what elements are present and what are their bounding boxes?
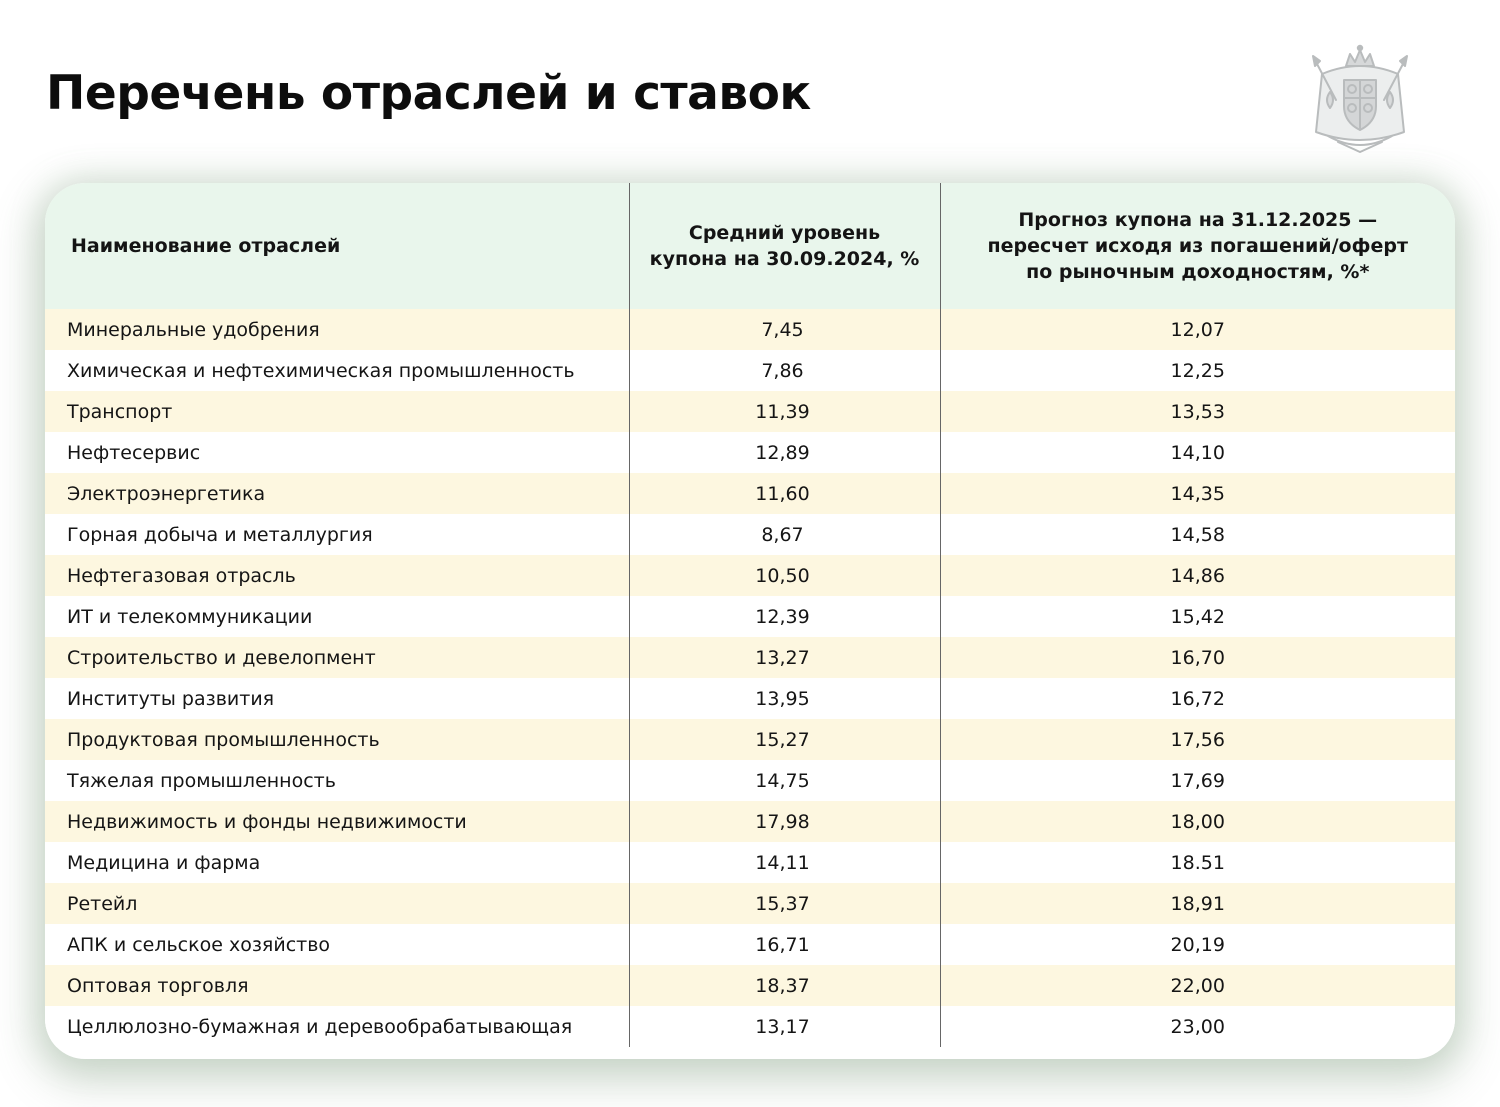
header-forecast-line: пересчет исходя из погашений/оферт: [987, 235, 1408, 257]
table-row: [45, 842, 1455, 883]
header-forecast-line: Прогноз купона на 31.12.2025 —: [1018, 209, 1378, 231]
forecast-coupon-cell: 20,19: [940, 924, 1455, 965]
forecast-coupon-cell: 18,91: [940, 883, 1455, 924]
avg-coupon-cell: 11,60: [629, 473, 940, 514]
avg-coupon-cell: 13,27: [629, 637, 940, 678]
avg-coupon-cell: 15,27: [629, 719, 940, 760]
forecast-coupon-cell: 17,69: [940, 760, 1455, 801]
table-row: [45, 801, 1455, 842]
avg-coupon-cell: 15,37: [629, 883, 940, 924]
header-forecast-line: по рыночным доходностям, %*: [1026, 261, 1370, 283]
industry-rates-table-card: [45, 183, 1455, 1059]
table-row: [45, 596, 1455, 637]
header-forecast-coupon: [940, 183, 1455, 309]
avg-coupon-cell: 10,50: [629, 555, 940, 596]
header-avg-coupon: [629, 183, 940, 309]
table-row: [45, 965, 1455, 1006]
avg-coupon-cell: 13,17: [629, 1006, 940, 1047]
table-row: [45, 719, 1455, 760]
avg-coupon-cell: 7,86: [629, 350, 940, 391]
forecast-coupon-cell: 15,42: [940, 596, 1455, 637]
avg-coupon-cell: 8,67: [629, 514, 940, 555]
industry-name-cell: Нефтесервис: [67, 441, 201, 464]
avg-coupon-cell: 16,71: [629, 924, 940, 965]
table-row: [45, 473, 1455, 514]
forecast-coupon-cell: 18,00: [940, 801, 1455, 842]
industry-name-cell: Ретейл: [67, 892, 138, 915]
industry-name-cell: Нефтегазовая отрасль: [67, 564, 296, 587]
table-row: [45, 637, 1455, 678]
forecast-coupon-cell: 14,86: [940, 555, 1455, 596]
industry-name-cell: Строительство и девелопмент: [67, 646, 376, 669]
industry-name-cell: Горная добыча и металлургия: [67, 523, 373, 546]
avg-coupon-cell: 11,39: [629, 391, 940, 432]
forecast-coupon-cell: 23,00: [940, 1006, 1455, 1047]
industry-name-cell: АПК и сельское хозяйство: [67, 933, 331, 956]
industry-name-cell: ИТ и телекоммуникации: [67, 605, 313, 628]
forecast-coupon-cell: 17,56: [940, 719, 1455, 760]
forecast-coupon-cell: 18.51: [940, 842, 1455, 883]
forecast-coupon-cell: 16,70: [940, 637, 1455, 678]
industry-name-cell: Оптовая торговля: [67, 974, 249, 997]
coat-of-arms-icon: [1308, 44, 1412, 156]
header-avg-coupon-line: Средний уровень: [688, 222, 881, 244]
industry-name-cell: Институты развития: [67, 687, 275, 710]
industry-name-cell: Тяжелая промышленность: [67, 769, 336, 792]
table-row: [45, 1006, 1455, 1047]
page-title: Перечень отраслей и ставок: [46, 66, 811, 121]
forecast-coupon-cell: 12,07: [940, 309, 1455, 350]
table-row: [45, 309, 1455, 350]
forecast-coupon-cell: 13,53: [940, 391, 1455, 432]
header-industry-name: Наименование отраслей: [71, 235, 341, 257]
forecast-coupon-cell: 14,58: [940, 514, 1455, 555]
forecast-coupon-cell: 22,00: [940, 965, 1455, 1006]
industry-name-cell: Медицина и фарма: [67, 851, 261, 874]
table-row: [45, 760, 1455, 801]
avg-coupon-cell: 12,39: [629, 596, 940, 637]
avg-coupon-cell: 13,95: [629, 678, 940, 719]
industry-rates-table: [45, 183, 1455, 1047]
industry-name-cell: Продуктовая промышленность: [67, 728, 380, 751]
industry-name-cell: Транспорт: [67, 400, 173, 423]
table-row: [45, 350, 1455, 391]
table-header-row: [45, 183, 1455, 309]
avg-coupon-cell: 14,11: [629, 842, 940, 883]
forecast-coupon-cell: 16,72: [940, 678, 1455, 719]
industry-name-cell: Минеральные удобрения: [67, 318, 320, 341]
header-avg-coupon-line: купона на 30.09.2024, %: [649, 248, 920, 270]
table-row: [45, 391, 1455, 432]
forecast-coupon-cell: 12,25: [940, 350, 1455, 391]
avg-coupon-cell: 17,98: [629, 801, 940, 842]
table-row: [45, 924, 1455, 965]
industry-name-cell: Недвижимость и фонды недвижимости: [67, 810, 467, 833]
forecast-coupon-cell: 14,10: [940, 432, 1455, 473]
industry-name-cell: Электроэнергетика: [67, 482, 266, 505]
avg-coupon-cell: 7,45: [629, 309, 940, 350]
table-row: [45, 514, 1455, 555]
avg-coupon-cell: 14,75: [629, 760, 940, 801]
industry-name-cell: Химическая и нефтехимическая промышленность: [67, 359, 575, 382]
avg-coupon-cell: 18,37: [629, 965, 940, 1006]
table-row: [45, 678, 1455, 719]
table-row: [45, 555, 1455, 596]
industry-name-cell: Целлюлозно-бумажная и деревообрабатывающая: [67, 1015, 573, 1038]
table-row: [45, 432, 1455, 473]
table-row: [45, 883, 1455, 924]
forecast-coupon-cell: 14,35: [940, 473, 1455, 514]
avg-coupon-cell: 12,89: [629, 432, 940, 473]
